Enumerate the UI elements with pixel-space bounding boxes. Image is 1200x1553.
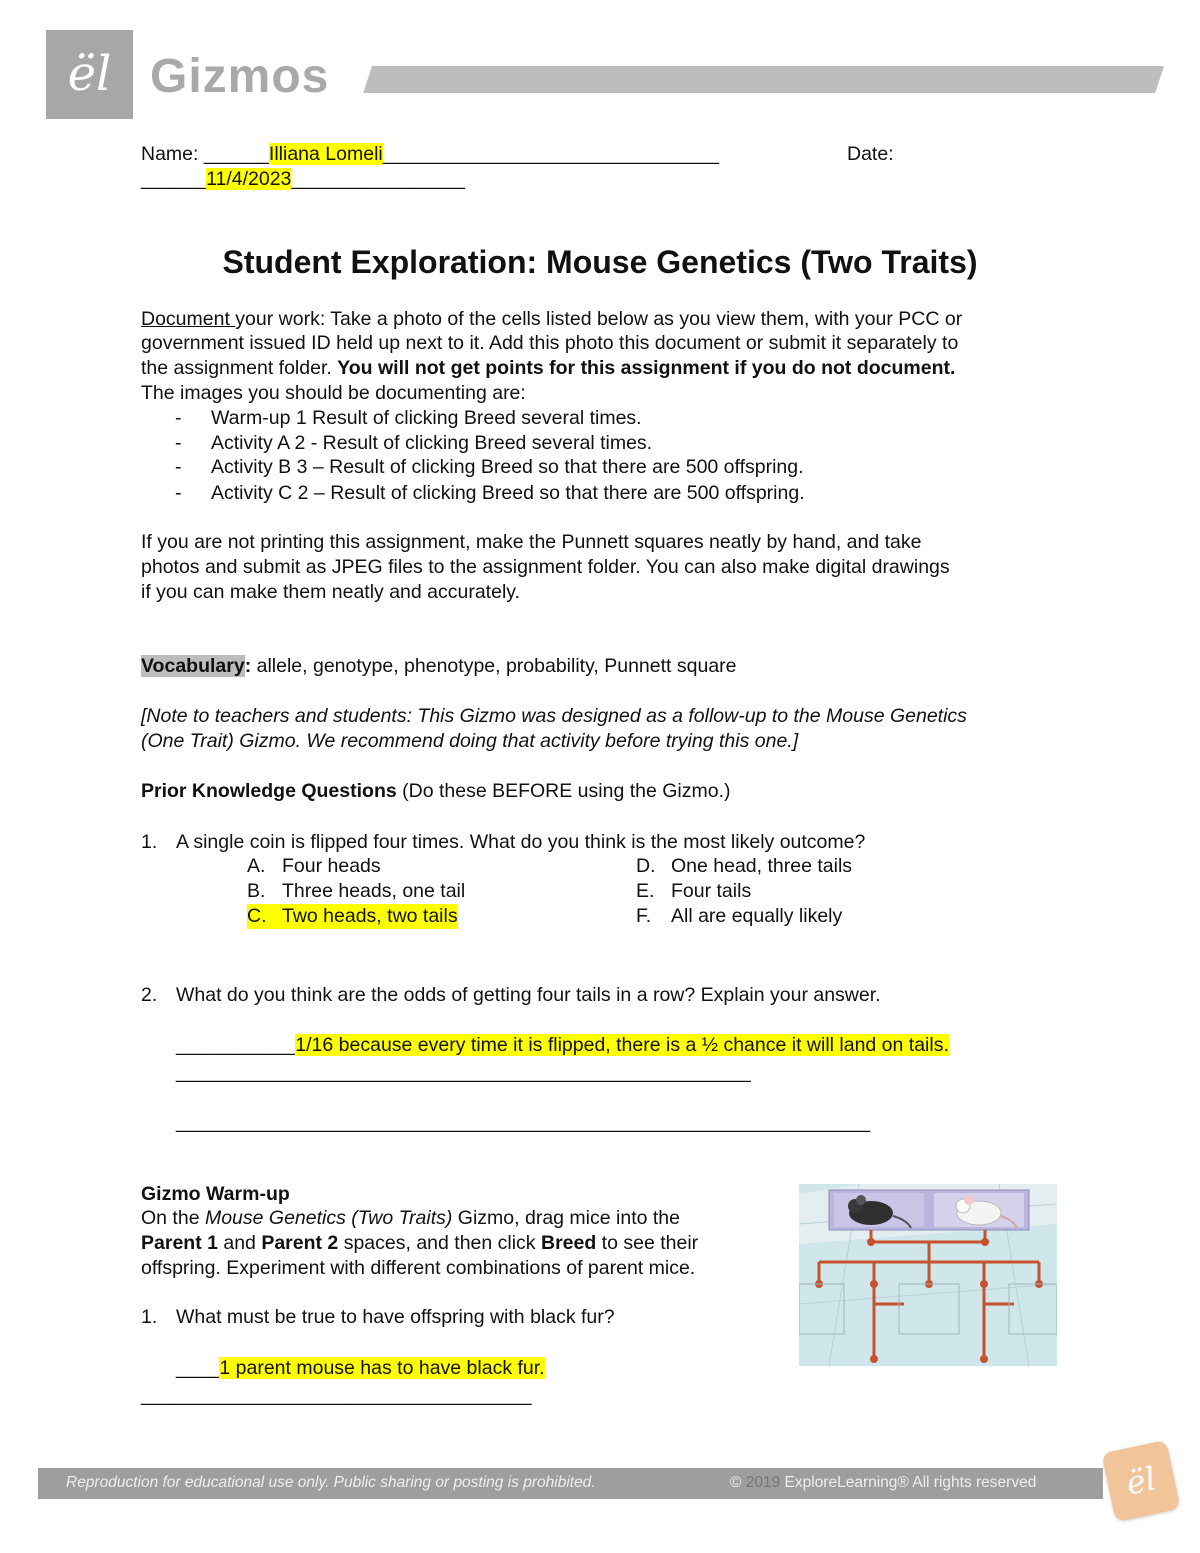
bullet-marker: -: [175, 456, 182, 478]
answer-2: [176, 1033, 949, 1058]
option-d: [636, 854, 852, 879]
option-text: One head, three tails: [671, 855, 853, 877]
warmup-heading: Gizmo Warm-up: [141, 1183, 290, 1205]
warmup-text: On the: [141, 1207, 205, 1229]
date-pre: ______: [141, 168, 207, 190]
option-text: Three heads, one tail: [282, 880, 466, 902]
vocabulary-label: Vocabulary: [141, 655, 245, 677]
bullet-marker: -: [175, 482, 182, 504]
footer-logo-glyph: ël: [1122, 1459, 1160, 1503]
document-line-2: government issued ID held up next to it. Add this photo this document or submit it separately to: [141, 332, 959, 354]
option-text: Four heads: [282, 855, 381, 877]
bullet-text: Activity B 3 – Result of clicking Breed so that there are 500 offspring.: [211, 456, 804, 478]
list-item: [175, 431, 652, 456]
answer-line: ____________________________________: [141, 1384, 532, 1406]
page-title: Student Exploration: Mouse Genetics (Two Traits): [222, 244, 978, 280]
answer-text: 1 parent mouse has to have black fur.: [219, 1357, 545, 1379]
option-b: [247, 879, 465, 904]
question-number: 1.: [141, 831, 158, 853]
option-letter: B.: [247, 880, 266, 902]
date-label: Date:: [847, 143, 894, 165]
printing-note-line-1: If you are not printing this assignment, make the Punnett squares neatly by hand, and take: [141, 531, 922, 553]
brand-name: Gizmos: [150, 50, 330, 103]
date-value: 11/4/2023: [206, 168, 292, 190]
answer-text: 1/16 because every time it is flipped, there is a ½ chance it will land on tails.: [295, 1034, 949, 1056]
option-f: [636, 904, 842, 929]
header-bar: [363, 66, 1164, 93]
vocabulary-line: [141, 654, 737, 679]
option-c-selected: [247, 904, 458, 929]
answer-pre: ___________: [176, 1034, 296, 1056]
option-letter: A.: [247, 855, 266, 877]
copyright-year: 2019: [745, 1474, 781, 1491]
document-line-1-text: your work: Take a photo of the cells listed below as you view them, with your PCC or: [235, 308, 963, 330]
bullet-text: Activity C 2 – Result of clicking Breed so that there are 500 offspring.: [211, 482, 805, 504]
footer-notice: Reproduction for educational use only. Public sharing or posting is prohibited.: [66, 1474, 596, 1491]
vocabulary-colon: :: [244, 655, 252, 677]
question-number: 1.: [141, 1306, 158, 1328]
option-letter: F.: [636, 905, 652, 927]
document-warning: You will not get points for this assignment if you do not document.: [337, 357, 956, 379]
question-text: A single coin is flipped four times. What do you think is the most likely outcome?: [176, 831, 866, 853]
bullet-text: Activity A 2 - Result of clicking Breed several times.: [211, 432, 653, 454]
warmup-text: spaces, and then click: [338, 1232, 541, 1254]
gizmo-name: Mouse Genetics (Two Traits): [204, 1207, 453, 1229]
parent-1-label: Parent 1: [141, 1232, 218, 1254]
question-text: What must be true to have offspring with black fur?: [176, 1306, 615, 1328]
option-e: [636, 879, 751, 904]
option-text: Four tails: [671, 880, 752, 902]
parent-2-label: Parent 2: [261, 1232, 339, 1254]
list-item: [175, 481, 805, 506]
answer-line: _____________________________________________________: [176, 1061, 751, 1083]
breed-label: Breed: [540, 1232, 597, 1254]
warmup-text: to see their: [596, 1232, 699, 1254]
prior-knowledge-heading: [141, 779, 731, 804]
bullet-text: Warm-up 1 Result of clicking Breed several times.: [211, 407, 642, 429]
warmup-line-2: [141, 1231, 698, 1256]
vocabulary-terms: allele, genotype, phenotype, probability, Punnett square: [251, 655, 737, 677]
student-name: Illiana Lomeli: [268, 143, 383, 165]
question-number: 2.: [141, 984, 158, 1006]
option-text: Two heads, two tails: [282, 905, 458, 927]
document-lead: Document: [141, 308, 236, 330]
option-letter: D.: [636, 855, 656, 877]
answer-pre: ____: [176, 1357, 220, 1379]
prior-knowledge-note: (Do these BEFORE using the Gizmo.): [396, 780, 731, 802]
teacher-note-line-2: (One Trait) Gizmo. We recommend doing that activity before trying this one.]: [141, 730, 799, 752]
gizmo-breeding-illustration: [799, 1184, 1057, 1366]
name-line: [141, 142, 719, 167]
option-letter: C.: [247, 905, 267, 927]
warmup-line-3: offspring. Experiment with different combinations of parent mice.: [141, 1257, 696, 1279]
footer-copyright: [730, 1472, 1036, 1494]
option-text: All are equally likely: [671, 905, 843, 927]
question-1: [141, 830, 865, 855]
date-line: [141, 167, 465, 192]
name-label: Name: ______: [141, 143, 269, 165]
option-a: [247, 854, 381, 879]
list-item: [175, 455, 804, 480]
warmup-text: and: [217, 1232, 262, 1254]
answer-line: ________________________________________________________________: [176, 1111, 871, 1133]
option-letter: E.: [636, 880, 655, 902]
printing-note-line-2: photos and submit as JPEG files to the assignment folder. You can also make digital drawings: [141, 556, 950, 578]
list-item: [175, 406, 642, 431]
date-post: ________________: [291, 168, 465, 190]
name-blank: _______________________________: [382, 143, 719, 165]
warmup-line-1: [141, 1206, 680, 1231]
warmup-question-1: [141, 1305, 615, 1330]
question-text: What do you think are the odds of getting four tails in a row? Explain your answer.: [176, 984, 881, 1006]
copyright-symbol: ©: [730, 1474, 746, 1491]
bullet-marker: -: [175, 407, 182, 429]
question-2: [141, 983, 881, 1008]
document-line-1: [141, 307, 962, 332]
explorelearning-logo: [1101, 1440, 1180, 1522]
document-line-4: The images you should be documenting are:: [141, 382, 526, 404]
printing-note-line-3: if you can make them neatly and accurately.: [141, 581, 521, 603]
document-line-3: [141, 356, 955, 381]
document-line-3-start: the assignment folder.: [141, 357, 338, 379]
gizmos-logo: [46, 30, 133, 119]
warmup-text: Gizmo, drag mice into the: [452, 1207, 680, 1229]
teacher-note-line-1: [Note to teachers and students: This Gizmo was designed as a follow-up to the Mouse Genetics: [141, 705, 967, 727]
warmup-answer-1: [176, 1356, 545, 1381]
bullet-marker: -: [175, 432, 182, 454]
copyright-holder: ExploreLearning® All rights reserved: [780, 1474, 1037, 1491]
prior-knowledge-title: Prior Knowledge Questions: [141, 780, 397, 802]
logo-glyph: ël: [67, 46, 112, 102]
